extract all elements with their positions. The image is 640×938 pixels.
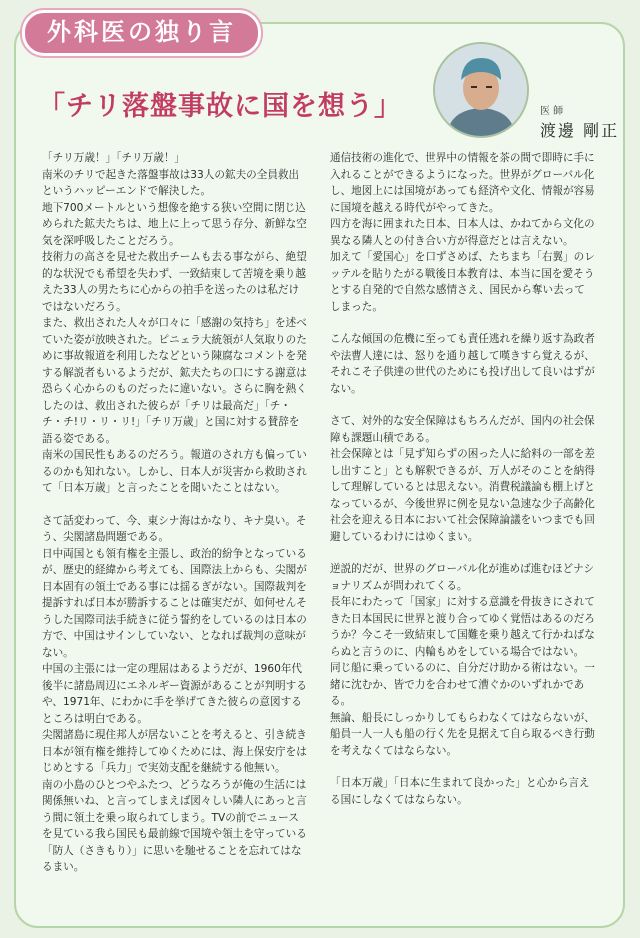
paragraph: 長年にわたって「国家」に対する意識を骨抜きにされてきた日本国民に世界と渡り合ってゆく覚悟はあるのだろうか？今こそ一致結束して国難を乗り越えて行かねばならぬと言うのに、内輪もめをしている場合ではない。 xyxy=(330,596,595,658)
paragraph: 南米のチリで起きた落盤事故は33人の鉱夫の全員救出というハッピーエンドで解決した。 xyxy=(42,168,300,197)
paragraph: 社会保障とは「見ず知らずの困った人に給料の一部を差し出すこと」とも解釈できるが、万人がそのことを納得して理解しているとは思えない。消費税議論も棚上げとなっているが、今後世界に例を見ない急速な少子高齢化社会を迎える日本において社会保障論議をいつまでも回避しているわけにはゆくまい。 xyxy=(330,448,595,543)
paragraph-gap xyxy=(330,397,595,413)
author-photo xyxy=(433,42,529,138)
paragraph: 逆説的だが、世界のグローバル化が進めば進むほどナショナリズムが問われてくる。 xyxy=(330,563,595,592)
paragraph-gap xyxy=(330,545,595,561)
author-photo-illustration xyxy=(435,44,527,136)
series-title: 外科医の独り言 xyxy=(22,10,261,56)
paragraph: さて話変わって、今、東シナ海はかなり、キナ臭い。そう、尖閣諸島問題である。 xyxy=(42,514,307,543)
paragraph: 四方を海に囲まれた日本、日本人は、かねてから文化の異なる隣人との付き合い方が得意だとは言えない。 xyxy=(330,218,595,247)
paragraph: 日中両国とも領有権を主張し、政治的紛争となっているが、歴史的経緯から考えても、国際法上からも、尖閣が日本固有の領土である事には揺るぎがない。国際裁判を提訴すれば日本が勝訴することは確実だが、如何せんそうした国際司法手続きに従う誓約をしているのは日本の方で、中国はサインしていない、となれば裁判の意味がない。 xyxy=(42,547,307,659)
paragraph-gap xyxy=(330,759,595,775)
paragraph-gap xyxy=(42,497,307,513)
paragraph: 南の小島のひとつやふたつ、どうなろうが俺の生活には関係無いね、と言ってしまえば図々しい隣人にあっと言う間に領土を乗っ取られてしまう。TVの前でニュースを見ている我ら国民も最前線で国境や領土を守っている「防人（さきもり）」に思いを馳せることを忘れてはなるまい。 xyxy=(42,778,307,873)
paragraph: さて、対外的な安全保障はもちろんだが、国内の社会保障も課題山積である。 xyxy=(330,415,595,444)
right-column xyxy=(330,150,595,808)
paragraph: 無論、船長にしっかりしてもらわなくてはならないが、船員一人一人も船の行く先を見据えて自ら取るべき行動を考えなくてはならない。 xyxy=(330,711,595,757)
paragraph: 加えて「愛国心」を口ずさめば、たちまち「右翼」のレッテルを貼りたがる戦後日本教育は、本当に国を愛そうとする自発的で自然な感情さえ、国民から奪い去ってしまった。 xyxy=(330,251,595,313)
paragraph-gap xyxy=(330,315,595,331)
paragraph: 尖閣諸島に現住邦人が居ないことを考えると、引き続き日本が領有権を維持してゆくためには、海上保安庁をはじめとする「兵力」で実効支配を継続する他無い。 xyxy=(42,729,307,774)
paragraph: 地下700メートルという想像を絶する狭い空間に閉じ込められた鉱夫たちは、地上に上って思う存分、新鮮な空気を深呼吸したことだろう。 xyxy=(42,201,307,247)
paragraph: こんな傾国の危機に至っても責任逃れを繰り返す為政者や法曹人達には、怒りを通り越して嘆きすら覚えるが、それこそ子供達の世代のためにも投げ出して良いはずがない。 xyxy=(330,333,595,395)
paragraph: また、救出された人々が口々に「感謝の気持ち」を述べていた姿が放映された。ピニェラ大統領が人気取りのために事故報道を利用したなどという陳腐なコメントを発する解説者もいるようだが、鉱夫たちの口にする謝意は恐らく心からのものだったに違いない。さらに胸を熱くしたのは、救出された彼らが「チリは最高だ」「チ・チ・チ!リ・リ・リ!」「チリ万歳」と国に対する賛辞を語る姿である。 xyxy=(42,317,307,445)
author-name: 渡邊 剛正 xyxy=(540,121,620,140)
author-role: 医 師 xyxy=(540,106,564,117)
paragraph: 南米の国民性もあるのだろう。報道のされ方も偏っているのかも知れない。しかし、日本人が災害から救助されて「日本万歳」と言ったことを聞いたことはない。 xyxy=(42,449,307,494)
paragraph: 「チリ万歳！」「チリ万歳！」 xyxy=(42,152,186,164)
left-column xyxy=(42,150,307,876)
paragraph: 同じ船に乗っているのに、自分だけ助かる術はない。一緒に沈むか、皆で力を合わせて漕ぐかのいずれかである。 xyxy=(330,662,595,707)
headline: 「チリ落盤事故に国を想う」 xyxy=(38,91,402,122)
paragraph: 「日本万歳」「日本に生まれて良かった」と心から言える国にしなくてはならない。 xyxy=(330,777,590,806)
paragraph: 通信技術の進化で、世界中の情報を茶の間で即時に手に入れることができるようになった。世界がグローバル化し、地図上には国境があっても経済や文化、情報が容易に国境を越える時代がやってきた。 xyxy=(330,152,595,214)
paragraph: 中国の主張には一定の理屈はあるようだが、1960年代後半に諸島周辺にエネルギー資源があることが判明するや、1971年、にわかに手を挙げてきた彼らの意図するところは明白である。 xyxy=(42,663,307,725)
paragraph: 技術力の高さを見せた救出チームも去る事ながら、絶望的な状況でも希望を失わず、一致結束して苦境を乗り越えた33人の男たちに心からの拍手を送ったのは私だけではないだろう。 xyxy=(42,251,307,313)
